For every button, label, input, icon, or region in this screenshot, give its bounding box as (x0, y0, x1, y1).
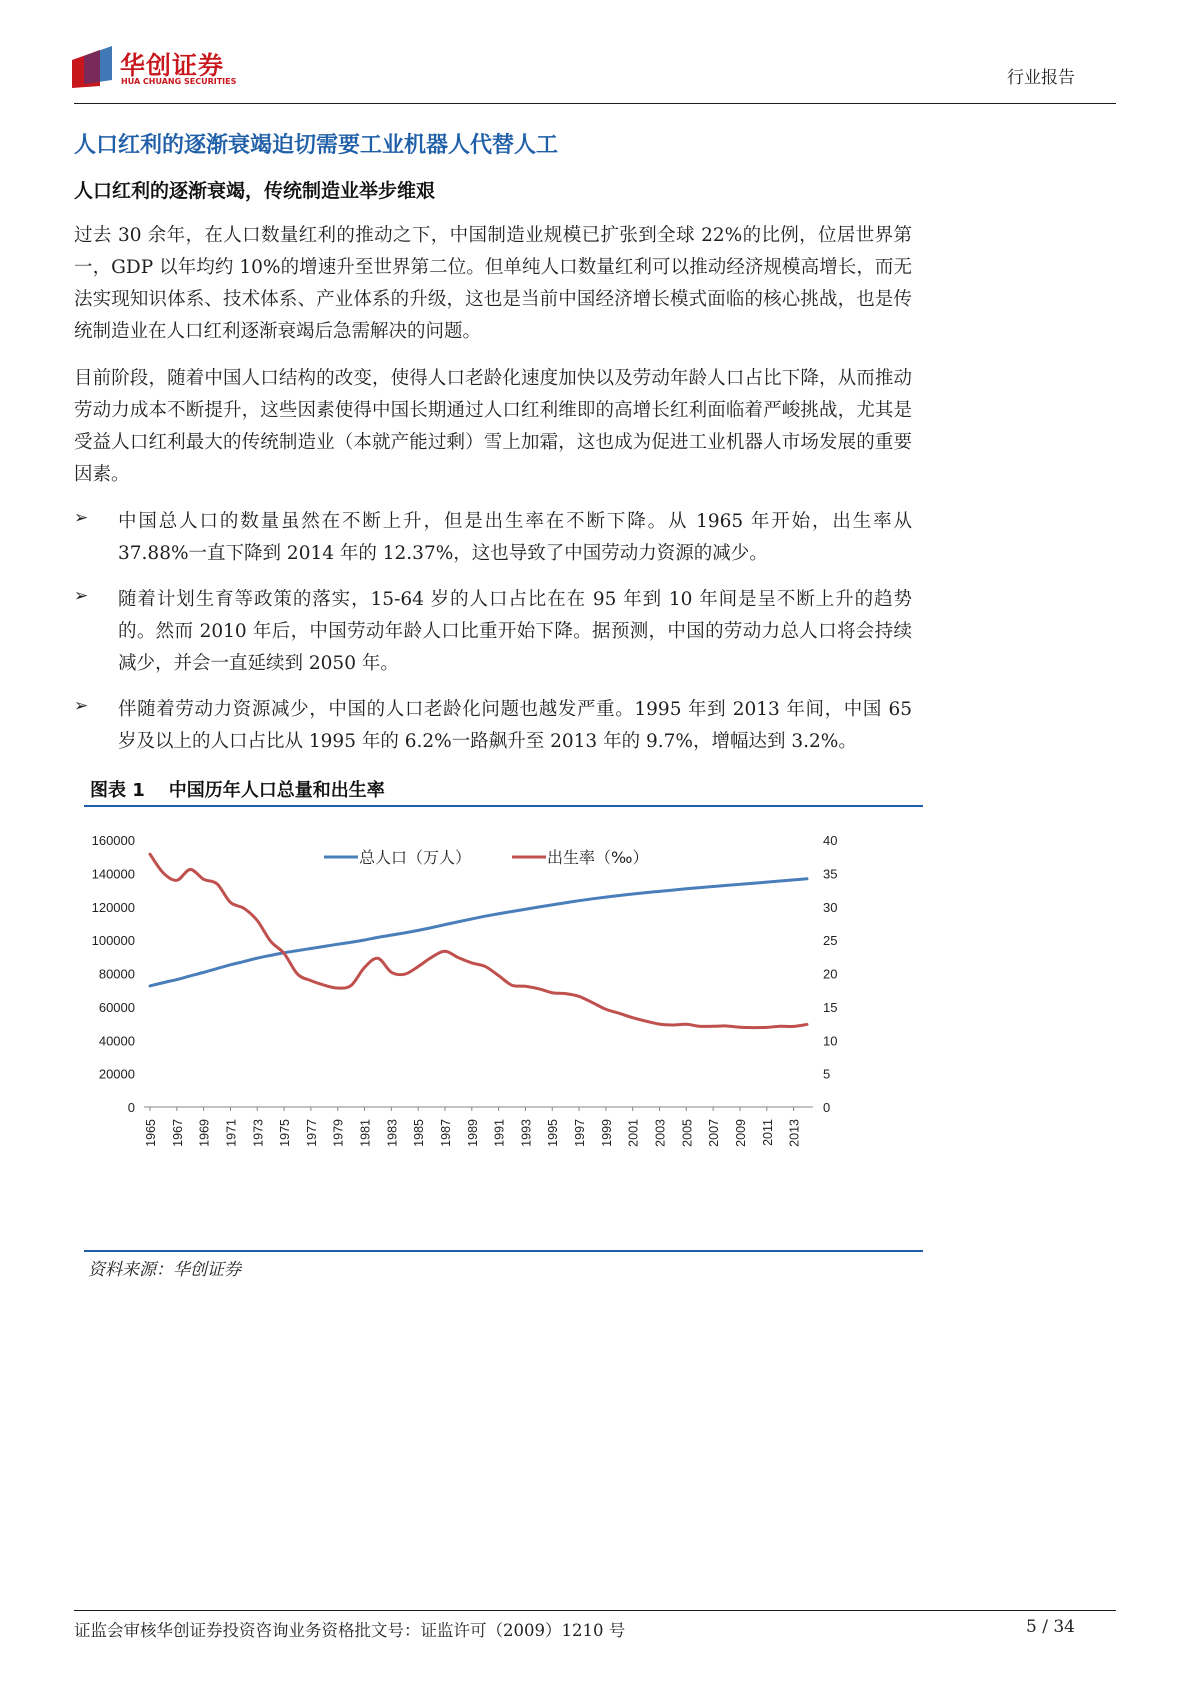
figure-number: 图表 1 (90, 780, 145, 801)
y-left-tick-label: 20000 (98, 1066, 135, 1082)
y-right-tick-label: 40 (823, 833, 838, 848)
y-left-tick-label: 0 (127, 1100, 135, 1115)
series-line-total-population (150, 879, 807, 986)
figure-source: 资料来源：华创证券 (88, 1260, 241, 1280)
page-number: 5 / 34 (1026, 1617, 1075, 1637)
company-logo (70, 44, 260, 90)
y-left-tick-label: 60000 (98, 999, 135, 1015)
x-tick-label: 1987 (438, 1119, 453, 1147)
header-divider (74, 103, 1116, 104)
legend-label: 总人口（万人） (359, 848, 472, 867)
logo-english-name: HUA CHUANG SECURITIES (121, 77, 237, 86)
x-tick-label: 1973 (251, 1119, 266, 1147)
x-tick-label: 2007 (707, 1119, 722, 1147)
footer-divider (74, 1610, 1116, 1611)
x-tick-label: 1977 (304, 1119, 319, 1147)
x-tick-label: 2011 (760, 1119, 775, 1146)
x-tick-label: 1989 (465, 1119, 480, 1147)
x-tick-label: 2001 (626, 1119, 641, 1147)
x-tick-label: 1975 (278, 1119, 293, 1147)
bullet-arrow-icon: ➢ (74, 586, 89, 606)
y-right-tick-label: 0 (823, 1100, 831, 1115)
y-right-tick-label: 35 (823, 866, 838, 882)
logo-mark-icon (70, 46, 114, 90)
y-right-tick-label: 30 (823, 899, 838, 915)
y-right-tick-label: 20 (823, 966, 838, 982)
x-tick-label: 1967 (170, 1119, 185, 1147)
population-birthrate-chart (84, 814, 923, 1244)
report-type-label: 行业报告 (1007, 68, 1075, 88)
y-left-tick-label: 160000 (91, 833, 135, 848)
y-right-tick-label: 5 (823, 1066, 831, 1082)
bullet-text: 中国总人口的数量虽然在不断上升，但是出生率在不断下降。从 1965 年开始，出生率从 37.88%一直下降到 2014 年的 12.37%，这也导致了中国劳动力资源的减少。 (118, 511, 912, 564)
y-left-tick-label: 140000 (91, 866, 135, 882)
y-left-tick-label: 120000 (91, 899, 135, 915)
x-tick-label: 2005 (680, 1119, 695, 1147)
x-tick-label: 1985 (412, 1119, 427, 1147)
y-left-tick-label: 80000 (98, 966, 135, 982)
bullet-arrow-icon: ➢ (74, 508, 89, 528)
x-tick-label: 1999 (599, 1119, 614, 1147)
x-tick-label: 1995 (546, 1119, 561, 1147)
section-heading: 人口红利的逐渐衰竭迫切需要工业机器人代替人工 (74, 133, 559, 158)
bullet-arrow-icon: ➢ (74, 696, 89, 716)
series-line-birth-rate (150, 854, 807, 1027)
body-paragraph-1: 过去 30 余年，在人口数量红利的推动之下，中国制造业规模已扩张到全球 22%的比例，位居世界第一，GDP 以年均约 10%的增速升至世界第二位。但单纯人口数量红利可以推动经济规模高增长，而无法实现知识体系、技术体系、产业体系的升级，这也是当前中国经济增长模式面临的核心挑战，也是传统制造业在人口红利逐渐衰竭后急需解决的问题。 (74, 225, 912, 342)
y-right-tick-label: 25 (823, 933, 838, 949)
bullet-item-2 (74, 584, 912, 680)
logo-chinese-name: 华创证券 (120, 51, 225, 80)
x-tick-label: 1991 (492, 1119, 507, 1147)
x-tick-label: 2009 (733, 1119, 748, 1147)
footer-license: 证监会审核华创证券投资咨询业务资格批文号：证监许可（2009）1210 号 (74, 1621, 626, 1640)
bullet-item-1 (74, 506, 912, 570)
y-right-tick-label: 15 (823, 999, 838, 1015)
y-left-tick-label: 40000 (98, 1033, 135, 1049)
figure-top-rule (84, 805, 923, 807)
y-right-tick-label: 10 (823, 1033, 838, 1049)
body-paragraph-2: 目前阶段，随着中国人口结构的改变，使得人口老龄化速度加快以及劳动年龄人口占比下降，从而推动劳动力成本不断提升，这些因素使得中国长期通过人口红利维即的高增长红利面临着严峻挑战，尤其是受益人口红利最大的传统制造业（本就产能过剩）雪上加霜，这也成为促进工业机器人市场发展的重要因素。 (74, 368, 912, 485)
y-left-tick-label: 100000 (91, 933, 135, 949)
x-tick-label: 1997 (573, 1119, 588, 1147)
bullet-text: 随着计划生育等政策的落实，15-64 岁的人口占比在在 95 年到 10 年间是呈不断上升的趋势的。然而 2010 年后，中国劳动年龄人口比重开始下降。据预测，中国的劳动力总人口将会持续减少，并会一直延续到 2050 年。 (118, 589, 912, 674)
x-tick-label: 1993 (519, 1119, 534, 1147)
figure-title: 中国历年人口总量和出生率 (168, 780, 385, 801)
subsection-heading: 人口红利的逐渐衰竭，传统制造业举步维艰 (74, 180, 436, 202)
x-tick-label: 2003 (653, 1119, 668, 1147)
x-tick-label: 1983 (385, 1119, 400, 1147)
legend-label: 出生率（‰） (547, 848, 649, 867)
bullet-item-3 (74, 694, 912, 758)
x-tick-label: 2013 (787, 1119, 802, 1147)
figure-caption (90, 776, 385, 802)
x-tick-label: 1965 (144, 1119, 158, 1147)
x-tick-label: 1969 (197, 1119, 212, 1147)
bullet-text: 伴随着劳动力资源减少，中国的人口老龄化问题也越发严重。1995 年到 2013 年间，中国 65 岁及以上的人口占比从 1995 年的 6.2%一路飙升至 2013 年的 9.7%，增幅达到 3.2%。 (118, 699, 912, 752)
x-tick-label: 1981 (358, 1119, 373, 1147)
x-tick-label: 1979 (331, 1119, 346, 1147)
x-tick-label: 1971 (224, 1119, 239, 1147)
figure-bottom-rule (84, 1250, 923, 1252)
